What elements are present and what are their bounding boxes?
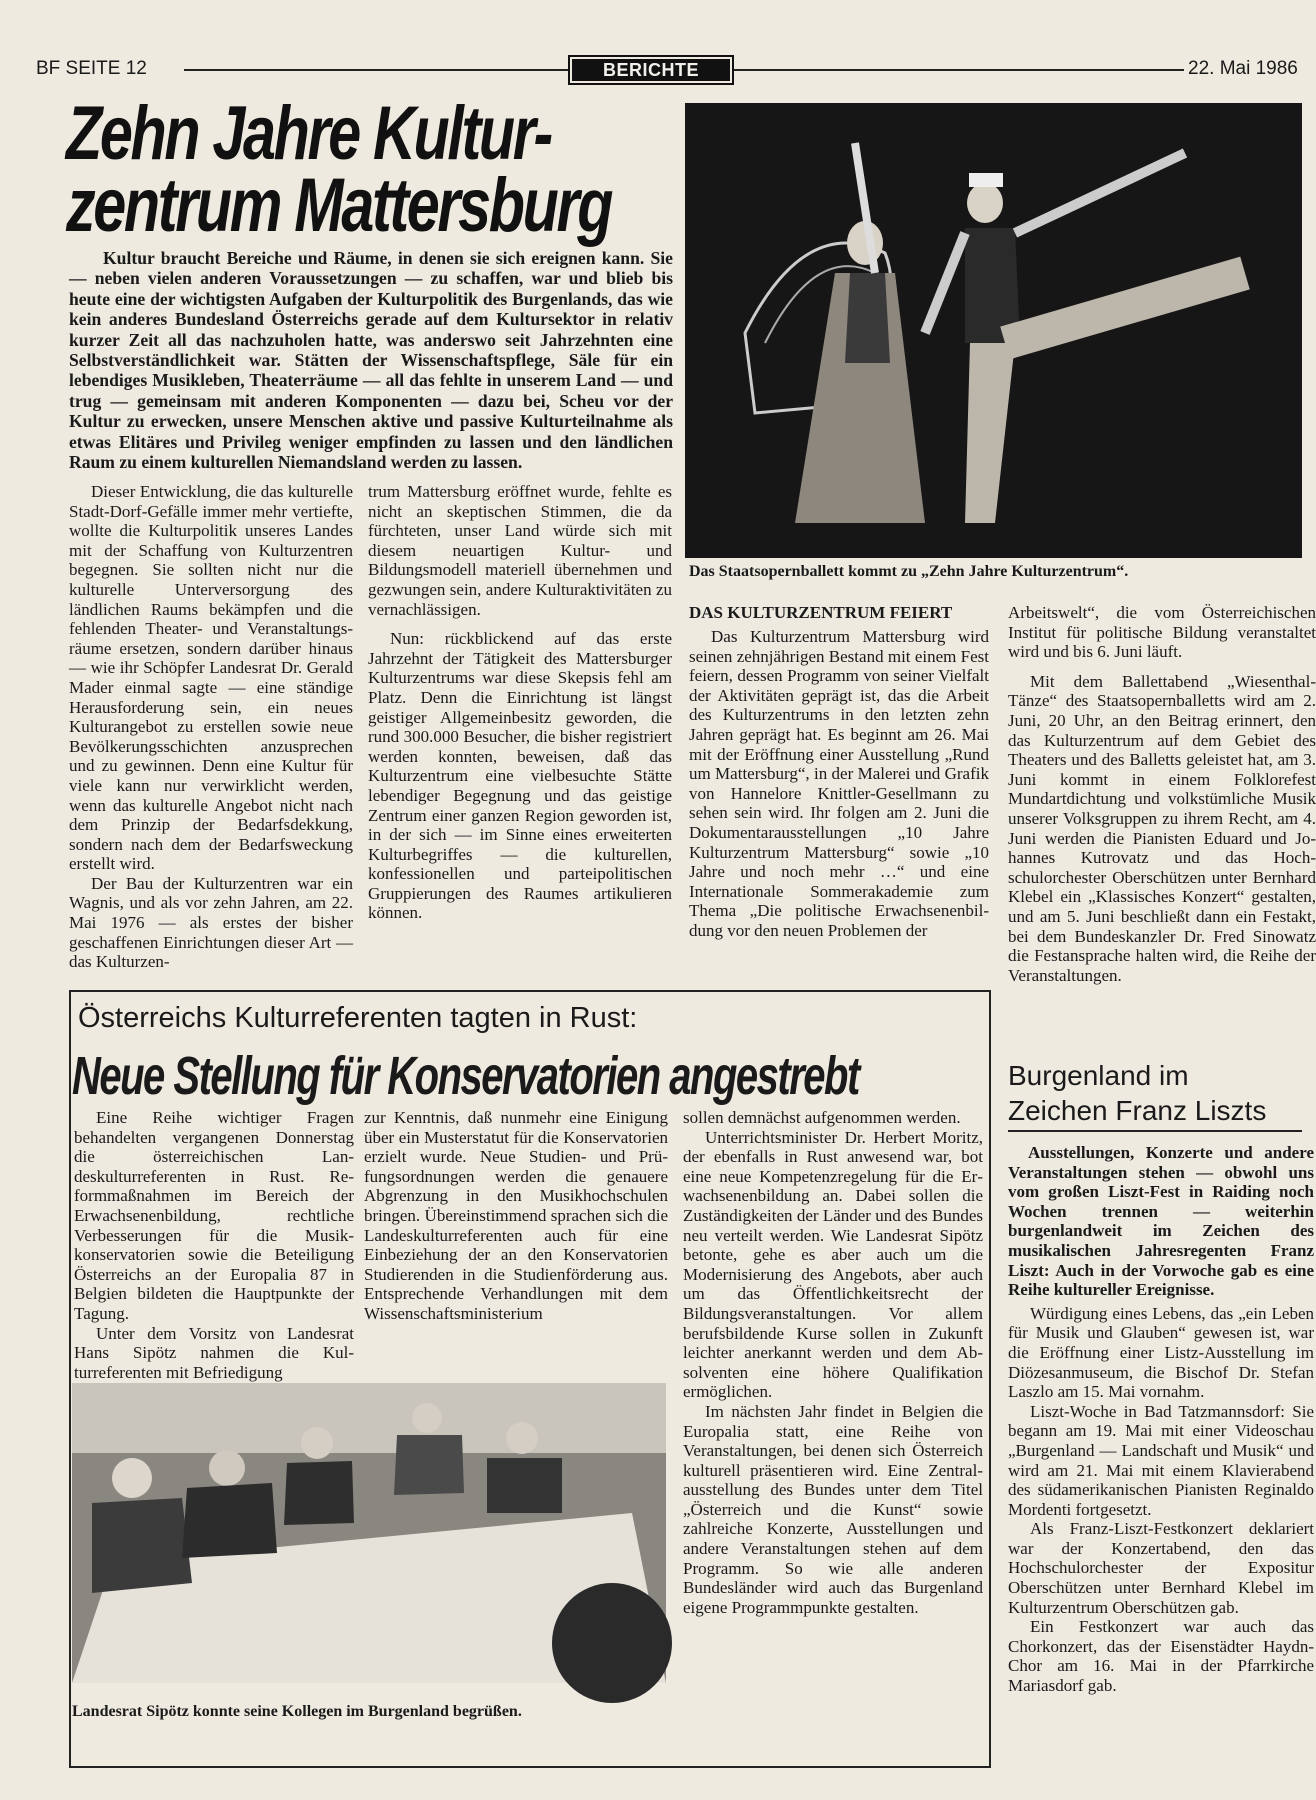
article-headline: [1008, 1058, 1302, 1128]
issue-date: 22. Mai 1986: [1188, 58, 1298, 79]
ballet-dancers-image: [685, 103, 1302, 558]
paragraph: Unterrichtsminister Dr. Herbert Moritz, der ebenfalls in Rust anwesend war, bot eine neue Kompetenzregelung für die Erwachsenenbildung an. Dabei sollen die Zuständigkeiten der Länder und des Bundes neu verteilt werden. Wie Landesrat Sipötz betonte, gehe es aber auch um die Modernisierung des Angebots, aber auch um das Öffentlichkeitsrecht der Bildungsveranstaltungen. Vor allem berufsbildende Kurse sollen in Zukunft leichter anerkannt werden und dem Absolventen eine höhere Qualifikation ermöglichen.: [683, 1127, 983, 1402]
paragraph: Dieser Entwicklung, die das kulturelle Stadt-Dorf-Gefälle immer mehr vertiefte, wollte die Kulturpolitik unseres Landes mit der Schaffung von Kulturzentren begegnen. Sie sollten nicht nur die kulturelle Unterversorgung des ländlichen Raums bekämpfen und die fehlenden Theater- und Veranstaltungsräume ersetzen, sondern darüber hinaus — wie ihr Schöpfer Landesrat Dr. Gerald Mader einmal sagte — eine ständige Herausforderung sein, ein neues Kulturangebot zu erstellen sowie neue Bevölkerungsschichten anzusprechen und zu gewinnen. Denn eine Kultur für viele kann nur verwirklicht werden, wenn das kulturelle Angebot nicht nach dem Prinzip der Bedarfsdekkung, sondern nach dem der Bedarfsweckung erstellt wird.: [69, 482, 353, 874]
lead-paragraph: [69, 248, 673, 472]
article-headline: Neue Stellung für Konservatorien angestrebt: [72, 1046, 859, 1106]
header-rule: [184, 69, 568, 71]
paragraph: Ein Festkonzert war auch das Chorkonzert, das der Eisenstädter Haydn-Chor am 16. Mai in der Pfarrkirche Mariasdorf gab.: [1008, 1617, 1314, 1696]
article-column: [364, 1108, 668, 1324]
article-column-clipped: [1008, 603, 1316, 1053]
paragraph: Würdigung eines Lebens, das „ein Leben für Musik und Glauben“ gewesen ist, war die Eröffnung einer Listz-Ausstellung im Diözesanmuseum, die Bischof Dr. Stefan Laszlo am 15. Mai vornahm.: [1008, 1303, 1314, 1402]
meeting-image: [72, 1383, 666, 1683]
lead-text: Kultur braucht Bereiche und Räume, in denen sie sich ereignen kann. Sie — neben vielen anderen Voraussetzungen — zu schaffen, war und blieb bis heute eine der wichtigsten Aufgaben der Kulturpolitik des Burgenlands, das wie kein anderes Bundesland Österreichs gerade auf dem Kultursektor in relativ kurzer Zeit all das nachzuholen hatte, was anderswo seit Jahrzehnten eine Selbstverständlichkeit war. Stätten der Wissenschaftspflege, Säle für ein lebendiges Musikleben, Theaterräume — all das fehlte in unserem Land — und trug — gemeinsam mit anderen Komponenten — dazu bei, Scheu vor der Kultur zu erwecken, unsere Menschen aktive und passive Kulturteilnahme als etwas Elitäres und Privileg weniger empfinden zu lassen und den ländlichen Raum zu einem kulturellen Niemandsland werden zu lassen.: [69, 248, 673, 473]
meeting-photo: [72, 1383, 666, 1683]
article-column-clipped: [1008, 1143, 1314, 1800]
paragraph: Mit dem Ballettabend „Wiesenthal-Tänze“ des Staatsopernballetts wird am 2. Juni, 20 Uhr, an den Beitrag erinnert, den das Kulturzentrum auf dem Gebiet des Theaters und des Balletts geleistet hat, am 3. Juni kommt in einem Folklorefest Mundartdichtung und volkstümliche Musik unserer Volksgruppen zu ihrem Recht, am 4. Juni werden die Pianisten Eduard und Johannes Kutrovatz und das Hochschulorchester Oberschützen unter Bernhard Klebel ein „Klassisches Konzert“ gestalten, und am 5. Juni beschließt dann ein Festakt, bei dem Bundeskanzler Dr. Fred Sinowatz die Festansprache halten wird, die Reihe der Veranstaltungen.: [1008, 671, 1316, 985]
headline-line: Burgenland im: [1008, 1060, 1189, 1091]
lead-text: Ausstellungen, Konzerte und andere Veranstaltungen stehen — obwohl uns vom großen Liszt-Fest in Raiding noch Wochen trennen — weiterhin burgenlandweit im Zeichen des musikalischen Jahresregenten Franz Liszt: Auch in der Vorwoche gab es eine Reihe kultureller Ereignisse.: [1008, 1143, 1314, 1300]
paragraph: Liszt-Woche in Bad Tatzmannsdorf: Sie begann am 19. Mai mit einer Videoschau „Burgenland — Landschaft und Musik“ und wird am 21. Mai mit einem Klavierabend des südamerikanischen Pianisten Reginaldo Mordenti fortgesetzt.: [1008, 1401, 1314, 1519]
subheading: DAS KULTURZENTRUM FEIERT: [689, 603, 953, 622]
section-badge: [568, 55, 734, 85]
headline-line: zentrum Mattersburg: [66, 163, 612, 248]
article-column: [69, 482, 353, 972]
photo-caption: Das Staatsopernballett kommt zu „Zehn Jahre Kulturzentrum“.: [689, 563, 1129, 580]
page-number: BF SEITE 12: [36, 58, 147, 79]
article-column: [683, 1108, 983, 1617]
article-kicker: Österreichs Kulturreferenten tagten in Rust:: [78, 1002, 638, 1034]
article-column: [368, 482, 672, 923]
paragraph: zur Kenntnis, daß nunmehr eine Einigung über ein Musterstatut für die Konservatorien erzielt wurde. Neue Studien- und Prüfungsordnungen werden die genauere Abgrenzung in den Musikhochschulen bringen. Übereinstimmend sprachen sich die Landeskulturreferenten auch für eine Einbeziehung der an den Konservatorien Studierenden in die Studienförderung aus. Entsprechende Verhandlungen mit dem Wissenschaftsministerium: [364, 1108, 668, 1323]
paragraph: sollen demnächst aufgenommen werden.: [683, 1108, 961, 1127]
paragraph: Unter dem Vorsitz von Landesrat Hans Sipötz nahmen die Kulturreferenten mit Befriedigung: [74, 1323, 354, 1382]
paragraph: Der Bau der Kulturzentren war ein Wagnis, und als vor zehn Jahren, am 22. Mai 1976 — als erstes der bisher geschaffenen Einrichtungen dieser Art — das Kulturzen-: [69, 873, 353, 972]
paragraph: trum Mattersburg eröffnet wurde, fehlte es nicht an skeptischen Stimmen, die da fürchteten, unser Land würde sich mit diesem neuartigen Kultur- und Bildungsmodell materiell übernehmen und gezwungen sein, andere Kulturaktivitäten zu vernachlässigen.: [368, 482, 672, 619]
paragraph: Das Kulturzentrum Mattersburg wird seinen zehnjährigen Bestand mit einem Fest feiern, dessen Programm von seiner Vielfalt der Aktivitäten geprägt ist, das die Arbeit des Kulturzentrums in den letzten zehn Jahren geprägt hat. Es beginnt am 26. Mai mit der Eröffnung einer Ausstellung „Rund um Mattersburg“, in der Malerei und Grafik von Hannelore Knittler-Gesellmann zu sehen sein wird. Ihr folgen am 2. Juni die Dokumentarausstellungen „10 Jahre Kulturzentrum Mattersburg“ sowie „10 Jahre und noch mehr …“ und eine Internationale Sommerakademie zum Thema „Die politische Erwachsenenbildung vor den neuen Problemen der: [689, 627, 989, 940]
section-label: BERICHTE: [572, 59, 730, 81]
header-rule: [734, 69, 1184, 71]
paragraph: Eine Reihe wichtiger Fragen behandelten vergangenen Donnerstag die österreichischen Landeskulturreferenten in Rust. Reformmaßnahmen im Bereich der Erwachsenenbildung, rechtliche Verbesserungen für die Musikkonservatorien sowie die Beteiligung Österreichs an der Europalia 87 in Belgien bildeten die Hauptpunkte der Tagung.: [74, 1108, 354, 1323]
headline-line: Zeichen Franz Liszts: [1008, 1095, 1267, 1126]
article-column: [689, 627, 989, 941]
headline-rule: [1008, 1130, 1302, 1132]
ballet-photo: [685, 103, 1302, 558]
headline-line: Zehn Jahre Kultur-: [66, 91, 551, 176]
paragraph: Arbeitswelt“, die vom Österreichischen Institut für politische Bildung veranstaltet wird und bis 6. Juni läuft.: [1008, 603, 1316, 662]
article-headline: [66, 91, 612, 248]
paragraph: Nun: rückblickend auf das erste Jahrzehnt der Tätigkeit des Mattersburger Kulturzentrums war diese Skepsis fehl am Platz. Denn die Einrichtung ist längst geistiger Allgemeinbesitz geworden, die rund 300.000 Besucher, die bisher registriert werden konnten, beweisen, daß das Kulturzentrum eine vielbesuchte Stätte lebendiger Begegnung und das geistige Zentrum einer ganzen Region geworden ist, in der sich — im Sinne eines erweiterten Kulturbegriffes — die kulturellen, konfessionellen und parteipolitischen Gruppierungen des Raumes artikulieren können.: [368, 629, 672, 923]
paragraph: Als Franz-Liszt-Festkonzert deklariert war der Konzertabend, den das Hochschulorchester der Expositur Oberschützen unter Bernhard Klebel im Kulturzentrum Oberschützen gab.: [1008, 1519, 1314, 1617]
article-column: [74, 1108, 354, 1382]
paragraph: Im nächsten Jahr findet in Belgien die Europalia statt, eine Reihe von Veranstaltungen, bei denen sich Österreich kulturell präsentieren wird. Eine Zentralausstellung des Bundes unter dem Titel „Österreich und die Kunst“ sowie zahlreiche Konzerte, Ausstellungen und andere Veranstaltungen stehen auf dem Programm. So wie alle anderen Bundesländer wird auch das Burgenland eigene Programmpunkte gestalten.: [683, 1401, 983, 1617]
photo-caption: Landesrat Sipötz konnte seine Kollegen im Burgenland begrüßen.: [72, 1703, 522, 1720]
